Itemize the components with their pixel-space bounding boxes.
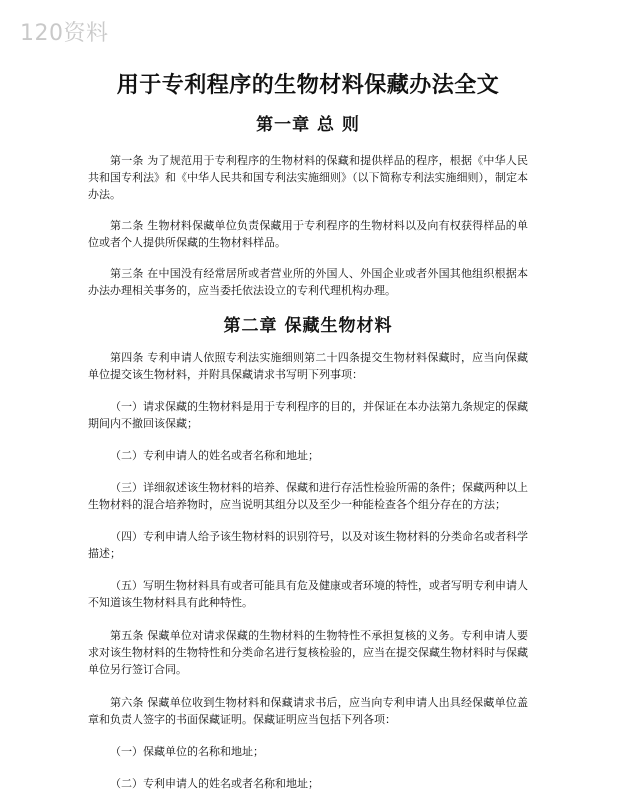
article-4-item: （二）专利申请人的姓名或者名称和地址； bbox=[110, 449, 319, 462]
article-4: 第四条 专利申请人依照专利法实施细则第二十四条提交生物材料保藏时，应当向保藏单位提交该生物材料，并附具保藏请求书写明下列事项： bbox=[88, 351, 528, 381]
chapter-1-heading: 第一章 总 则 bbox=[256, 115, 360, 135]
chapter-2-heading: 第二章 保藏生物材料 bbox=[223, 316, 393, 336]
article-2: 第二条 生物材料保藏单位负责保藏用于专利程序的生物材料以及向有权获得样品的单位或者个人提供所保藏的生物材料样品。 bbox=[88, 219, 528, 249]
article-4-item: （三）详细叙述该生物材料的培养、保藏和进行存活性检验所需的条件；保藏两种以上生物材料的混合培养物时，应当说明其组分以及至少一种能检查各个组分存在的方法； bbox=[88, 481, 528, 511]
article-1: 第一条 为了规范用于专利程序的生物材料的保藏和提供样品的程序，根据《中华人民共和国专利法》和《中华人民共和国专利法实施细则》（以下简称专利法实施细则），制定本办法。 bbox=[88, 154, 528, 201]
document-page bbox=[88, 70, 528, 792]
article-6-item: （二）专利申请人的姓名或者名称和地址； bbox=[110, 777, 319, 790]
article-3: 第三条 在中国没有经常居所或者营业所的外国人、外国企业或者外国其他组织根据本办法办理相关事务的，应当委托依法设立的专利代理机构办理。 bbox=[88, 267, 528, 297]
article-4-item: （五）写明生物材料具有或者可能具有危及健康或者环境的特性，或者写明专利申请人不知道该生物材料具有此种特性。 bbox=[88, 579, 528, 609]
watermark: 120资料 bbox=[20, 21, 109, 46]
article-4-item: （四）专利申请人给予该生物材料的识别符号，以及对该生物材料的分类命名或者科学描述； bbox=[88, 530, 528, 560]
article-6-item: （一）保藏单位的名称和地址； bbox=[110, 745, 264, 758]
article-6: 第六条 保藏单位收到生物材料和保藏请求书后，应当向专利申请人出具经保藏单位盖章和负责人签字的书面保藏证明。保藏证明应当包括下列各项： bbox=[88, 696, 528, 726]
document-title: 用于专利程序的生物材料保藏办法全文 bbox=[116, 72, 500, 98]
article-4-item: （一）请求保藏的生物材料是用于专利程序的目的，并保证在本办法第九条规定的保藏期间内不撤回该保藏； bbox=[88, 400, 528, 430]
article-5: 第五条 保藏单位对请求保藏的生物材料的生物特性不承担复核的义务。专利申请人要求对该生物材料的生物特性和分类命名进行复核检验的，应当在提交保藏生物材料时与保藏单位另行签订合同。 bbox=[88, 629, 528, 676]
